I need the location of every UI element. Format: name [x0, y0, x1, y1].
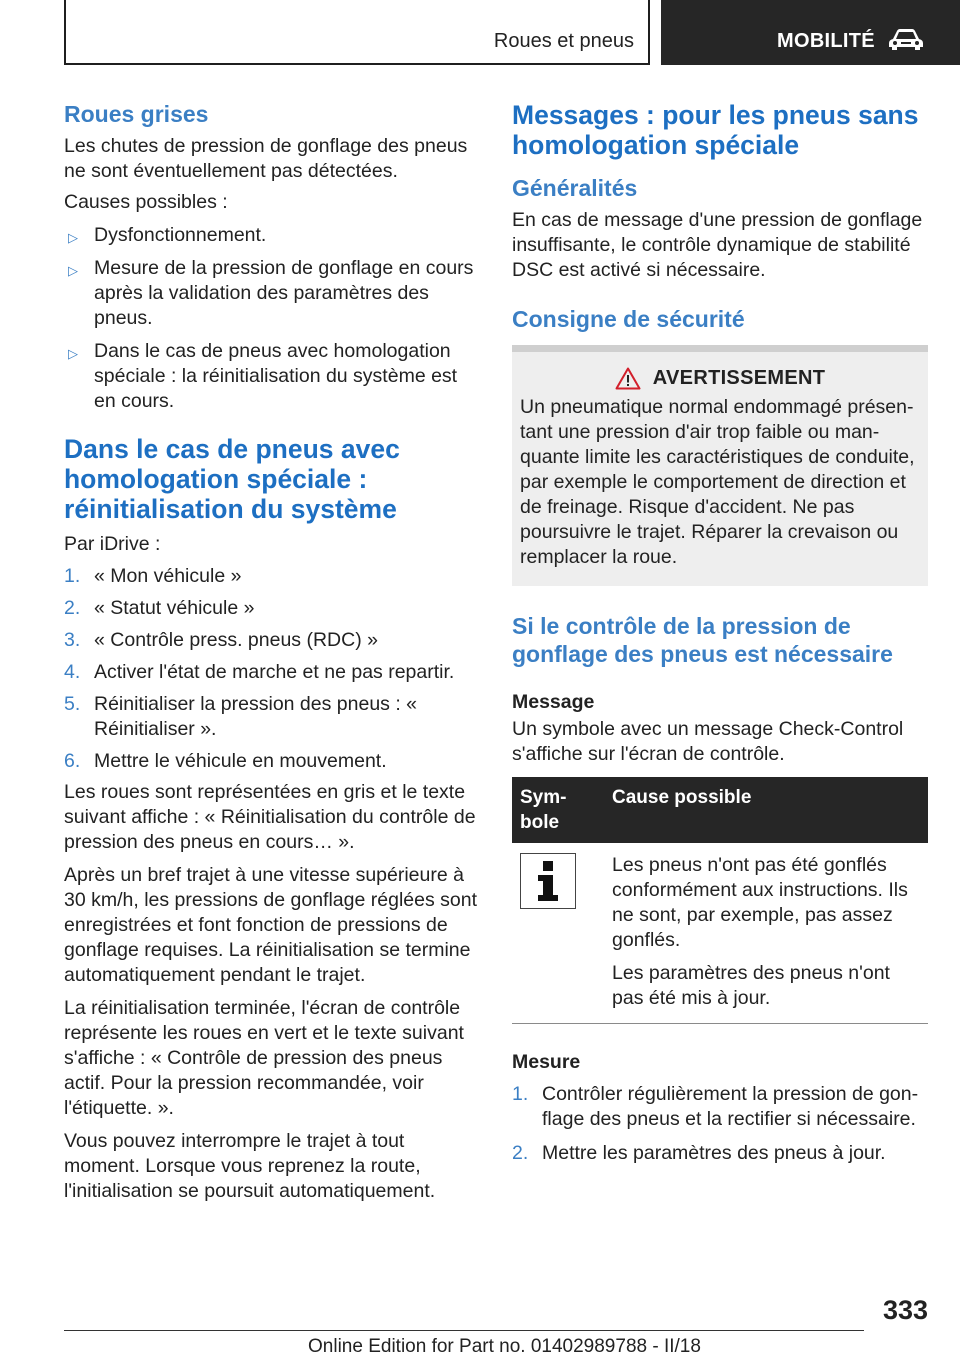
header-chapter-band — [661, 0, 960, 65]
list-item: 4. Activer l'état de marche et ne pas repartir. — [64, 661, 455, 683]
list-item: 6. Mettre le véhicule en mouvement. — [64, 750, 387, 772]
header-section-title: Roues et pneus — [493, 30, 634, 52]
list-item: 2. « Statut véhicule » — [64, 597, 255, 619]
table-header-row — [512, 777, 928, 843]
list-item: 2. Mettre les paramètres des pneus à jour. — [512, 1142, 886, 1164]
cause-cell — [604, 843, 928, 1024]
list-item: ▷ Dans le cas de pneus avec homologation spéciale : la réinitialisation du système est en cours. — [68, 340, 458, 412]
header-chapter-title: MOBILITÉ — [777, 30, 875, 52]
heading-general: Généralités — [512, 175, 638, 201]
paragraph-grey-display: Les roues sont représentées en gris et le texte suivant affiche : « Réinitialisation du contrôle de pression des pneus en cours… ». — [64, 781, 476, 853]
causes-list — [64, 223, 478, 414]
paragraph-grey-wheels: Les chutes de pression de gonflage des pneus ne sont éventuellement pas détectées. — [64, 135, 468, 182]
triangle-bullet-icon: ▷ — [68, 263, 78, 278]
header-section-box — [64, 0, 650, 65]
paragraph-causes: Causes possibles : — [64, 191, 228, 213]
warning-title: AVERTISSEMENT — [652, 367, 826, 389]
list-item: ▷ Mesure de la pression de gonflage en cours après la validation des paramètres des pneus. — [68, 257, 474, 329]
measure-steps-list — [512, 1082, 928, 1166]
heading-reset-system: Dans le cas de pneus avec homologation spéciale : réinitialisation du système — [64, 434, 400, 524]
paragraph-idrive: Par iDrive : — [64, 533, 161, 555]
heading-grey-wheels: Roues grises — [64, 101, 209, 127]
footer-edition: Online Edition for Part no. 01402989788 - II/18 — [308, 1336, 701, 1357]
heading-safety: Consigne de sécurité — [512, 306, 745, 332]
warning-box — [512, 345, 928, 586]
paragraph-short-trip: Après un bref trajet à une vitesse supérieure à 30 km/h, les pressions de gonflage réglées sont enregistrées et font fonction de pressions de gonflage requises. La réinitialisation se termine automatiquement pendant le trajet. — [64, 864, 477, 986]
heading-measure: Mesure — [512, 1051, 581, 1073]
reset-steps-list — [64, 564, 478, 774]
heading-message: Message — [512, 691, 595, 713]
table-row — [512, 843, 928, 1024]
list-item: 1. « Mon véhicule » — [64, 565, 242, 587]
paragraph-interrupt: Vous pouvez interrompre le trajet à tout moment. Lorsque vous reprenez la route, l'initialisation se poursuit automatiquement. — [64, 1130, 436, 1202]
cause-text-2: Les paramètres des pneus n'ont pas été mis à jour. — [612, 962, 890, 1009]
warning-title-row — [520, 366, 920, 391]
right-column — [512, 100, 928, 1166]
paragraph-message: Un symbole avec un message Check-Control s'affiche sur l'écran de contrôle. — [512, 718, 904, 765]
message-table — [512, 777, 928, 1024]
triangle-bullet-icon: ▷ — [68, 230, 78, 245]
list-item: 3. « Contrôle press. pneus (RDC) » — [64, 629, 378, 651]
paragraph-general: En cas de message d'une pression de gonflage insuffisante, le contrôle dynamique de stabilité DSC est activé si nécessaire. — [512, 209, 923, 281]
warning-text: Un pneumatique normal endommagé présentant une pression d'air trop faible ou manquante limite les caractéristiques de conduite, par exemple le comportement de direction et de freinage. Risque d'accident. Ne pas poursuivre le trajet. Réparer la crevaison ou remplacer la roue. — [520, 396, 915, 568]
left-column — [64, 100, 478, 1204]
info-icon — [520, 853, 576, 909]
list-item: ▷ Dysfonctionnement. — [64, 223, 478, 248]
car-icon — [887, 28, 925, 52]
cause-text-1: Les pneus n'ont pas été gonflés conformément aux instructions. Ils ne sont, par exemple, pas assez gonflés. — [612, 854, 908, 951]
page-number: 333 — [882, 1295, 928, 1325]
symbol-cell — [512, 843, 604, 1024]
warning-triangle-icon — [615, 367, 641, 390]
heading-messages: Messages : pour les pneus sans homologation spéciale — [512, 100, 919, 160]
triangle-bullet-icon: ▷ — [68, 346, 78, 361]
column-header-cause: Cause possible — [604, 777, 928, 843]
footer-divider — [64, 1330, 864, 1331]
list-item: 5. Réinitialiser la pression des pneus : « Réinitialiser ». — [64, 693, 418, 740]
list-item: 1. Contrôler régulièrement la pression de gonflage des pneus et la rectifier si nécessaire. — [512, 1083, 919, 1130]
paragraph-reset-done: La réinitialisation terminée, l'écran de contrôle représente les roues en vert et le texte suivant s'affiche : « Contrôle de pression des pneus actif. Pour la pression recommandée, voir l'étiquette. ». — [64, 997, 464, 1119]
column-header-symbol: Symbole — [512, 777, 604, 843]
heading-check-needed: Si le contrôle de la pression de gonflage des pneus est nécessaire — [512, 613, 893, 667]
